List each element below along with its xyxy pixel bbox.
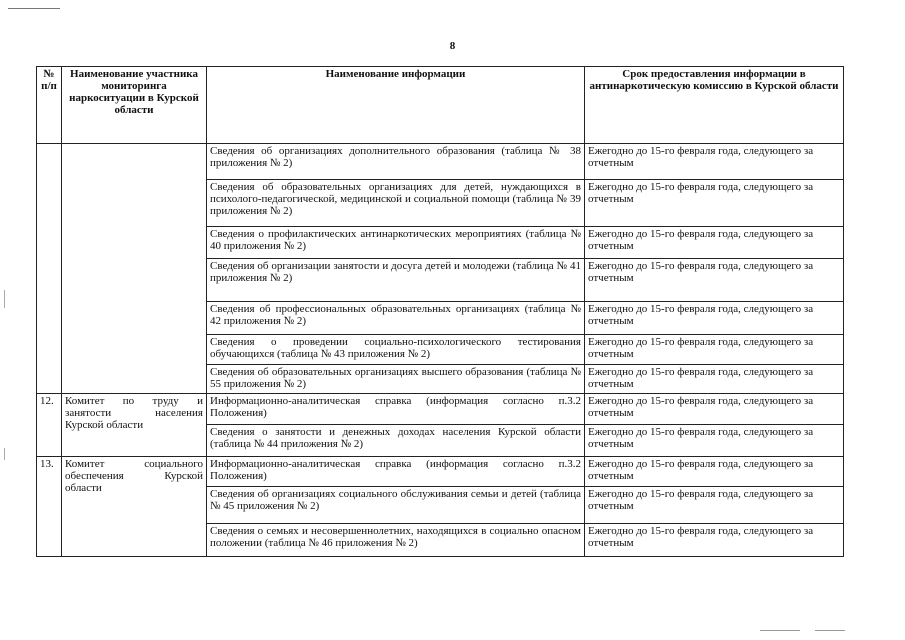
monitoring-info-table: [36, 66, 844, 557]
row-info: Сведения об организации занятости и досуга детей и молодежи (таблица № 41 приложения № 2): [207, 259, 585, 302]
row-num: 12.: [37, 394, 62, 457]
row-deadline: Ежегодно до 15-го февраля года, следующего за отчетным: [585, 144, 844, 180]
row-participant: Комитет социального обеспечения Курской области: [62, 457, 207, 557]
row-info: Информационно-аналитическая справка (информация согласно п.3.2 Положения): [207, 394, 585, 425]
page-number: 8: [449, 40, 456, 52]
row-deadline: Ежегодно до 15-го февраля года, следующего за отчетным: [585, 365, 844, 394]
scan-bottom-mark: [760, 630, 800, 631]
scan-side-mark: [4, 448, 5, 460]
table-row: [37, 394, 844, 425]
row-deadline: Ежегодно до 15-го февраля года, следующего за отчетным: [585, 227, 844, 259]
header-participant: Наименование участника мониторинга наркоситуации в Курской области: [62, 67, 207, 144]
row-info: Информационно-аналитическая справка (информация согласно п.3.2 Положения): [207, 457, 585, 487]
header-num: № п/п: [37, 67, 62, 144]
row-deadline: Ежегодно до 15-го февраля года, следующего за отчетным: [585, 457, 844, 487]
row-info: Сведения о проведении социально-психологического тестирования обучающихся (таблица № 43 приложения № 2): [207, 335, 585, 365]
row-info: Сведения об профессиональных образовательных организациях (таблица № 42 приложения № 2): [207, 302, 585, 335]
row-info: Сведения о профилактических антинаркотических мероприятиях (таблица № 40 приложения № 2): [207, 227, 585, 259]
row-deadline: Ежегодно до 15-го февраля года, следующего за отчетным: [585, 524, 844, 557]
row-num: [37, 144, 62, 394]
row-deadline: Ежегодно до 15-го февраля года, следующего за отчетным: [585, 425, 844, 457]
table-header-row: [37, 67, 844, 144]
row-deadline: Ежегодно до 15-го февраля года, следующего за отчетным: [585, 259, 844, 302]
header-deadline: Срок предоставления информации в антинаркотическую комиссию в Курской области: [585, 67, 844, 144]
row-info: Сведения об образовательных организациях высшего образования (таблица № 55 приложения № 2): [207, 365, 585, 394]
row-info: Сведения о семьях и несовершеннолетних, находящихся в социально опасном положении (таблица № 46 приложения № 2): [207, 524, 585, 557]
row-deadline: Ежегодно до 15-го февраля года, следующего за отчетным: [585, 335, 844, 365]
table-row: [37, 457, 844, 487]
row-num: 13.: [37, 457, 62, 557]
row-deadline: Ежегодно до 15-го февраля года, следующего за отчетным: [585, 302, 844, 335]
row-participant: Комитет по труду и занятости населения Курской области: [62, 394, 207, 457]
row-participant: [62, 144, 207, 394]
header-info: Наименование информации: [207, 67, 585, 144]
row-deadline: Ежегодно до 15-го февраля года, следующего за отчетным: [585, 394, 844, 425]
scan-top-line: [8, 8, 60, 9]
row-info: Сведения о занятости и денежных доходах населения Курской области (таблица № 44 приложения № 2): [207, 425, 585, 457]
scan-side-mark: [4, 290, 5, 308]
row-deadline: Ежегодно до 15-го февраля года, следующего за отчетным: [585, 180, 844, 227]
row-deadline: Ежегодно до 15-го февраля года, следующего за отчетным: [585, 487, 844, 524]
row-info: Сведения об образовательных организациях для детей, нуждающихся в психолого-педагогической, медицинской и социальной помощи (таблица № 39 приложения № 2): [207, 180, 585, 227]
row-info: Сведения об организациях дополнительного образования (таблица № 38 приложения № 2): [207, 144, 585, 180]
table-row: [37, 144, 844, 180]
scan-bottom-mark: [815, 630, 845, 631]
row-info: Сведения об организациях социального обслуживания семьи и детей (таблица № 45 приложения № 2): [207, 487, 585, 524]
